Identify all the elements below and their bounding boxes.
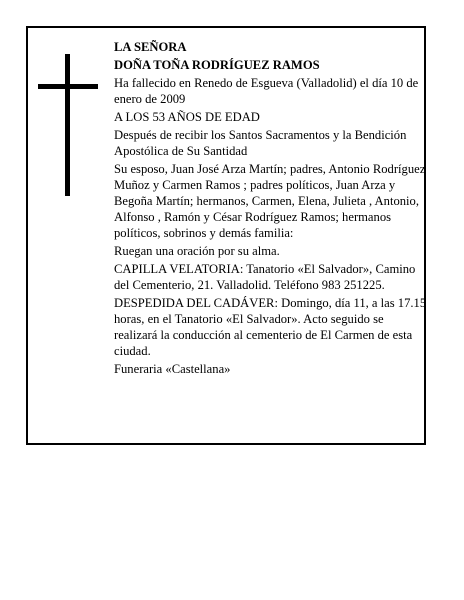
cross-horizontal-bar <box>38 84 98 89</box>
farewell-info: DESPEDIDA DEL CADÁVER: Domingo, día 11, a las 17.15 horas, en el Tanatorio «El Salvador». Acto seguido se realizará la conducción al cementerio de El Carmen de esta ciudad. <box>114 296 427 358</box>
chapel-info: CAPILLA VELATORIA: Tanatorio «El Salvador», Camino del Cementerio, 21. Valladolid. Teléfono 983 251225. <box>114 262 416 292</box>
cross-icon <box>38 54 98 196</box>
age-line: A LOS 53 AÑOS DE EDAD <box>114 110 260 124</box>
family-list: Su esposo, Juan José Arza Martín; padres, Antonio Rodríguez Muñoz y Carmen Ramos ; padres políticos, Juan Arza y Begoña Martín; hermanos, Carmen, Elena, Julieta , Antonio, Alfonso , Ramón y César Rodríguez Ramos; hermanos políticos, sobrinos y demás familia: <box>114 162 426 240</box>
title-line-1: LA SEÑORA <box>114 40 187 54</box>
death-notice: Ha fallecido en Renedo de Esgueva (Valladolid) el día 10 de enero de 2009 <box>114 76 419 106</box>
sacraments-line: Después de recibir los Santos Sacramentos y la Bendición Apostólica de Su Santidad <box>114 128 407 158</box>
cross-vertical-bar <box>65 54 70 196</box>
funeral-home: Funeraria «Castellana» <box>114 362 231 376</box>
prayer-request: Ruegan una oración por su alma. <box>114 244 280 258</box>
obituary-text <box>114 39 428 379</box>
deceased-name: DOÑA TOÑA RODRÍGUEZ RAMOS <box>114 58 320 72</box>
